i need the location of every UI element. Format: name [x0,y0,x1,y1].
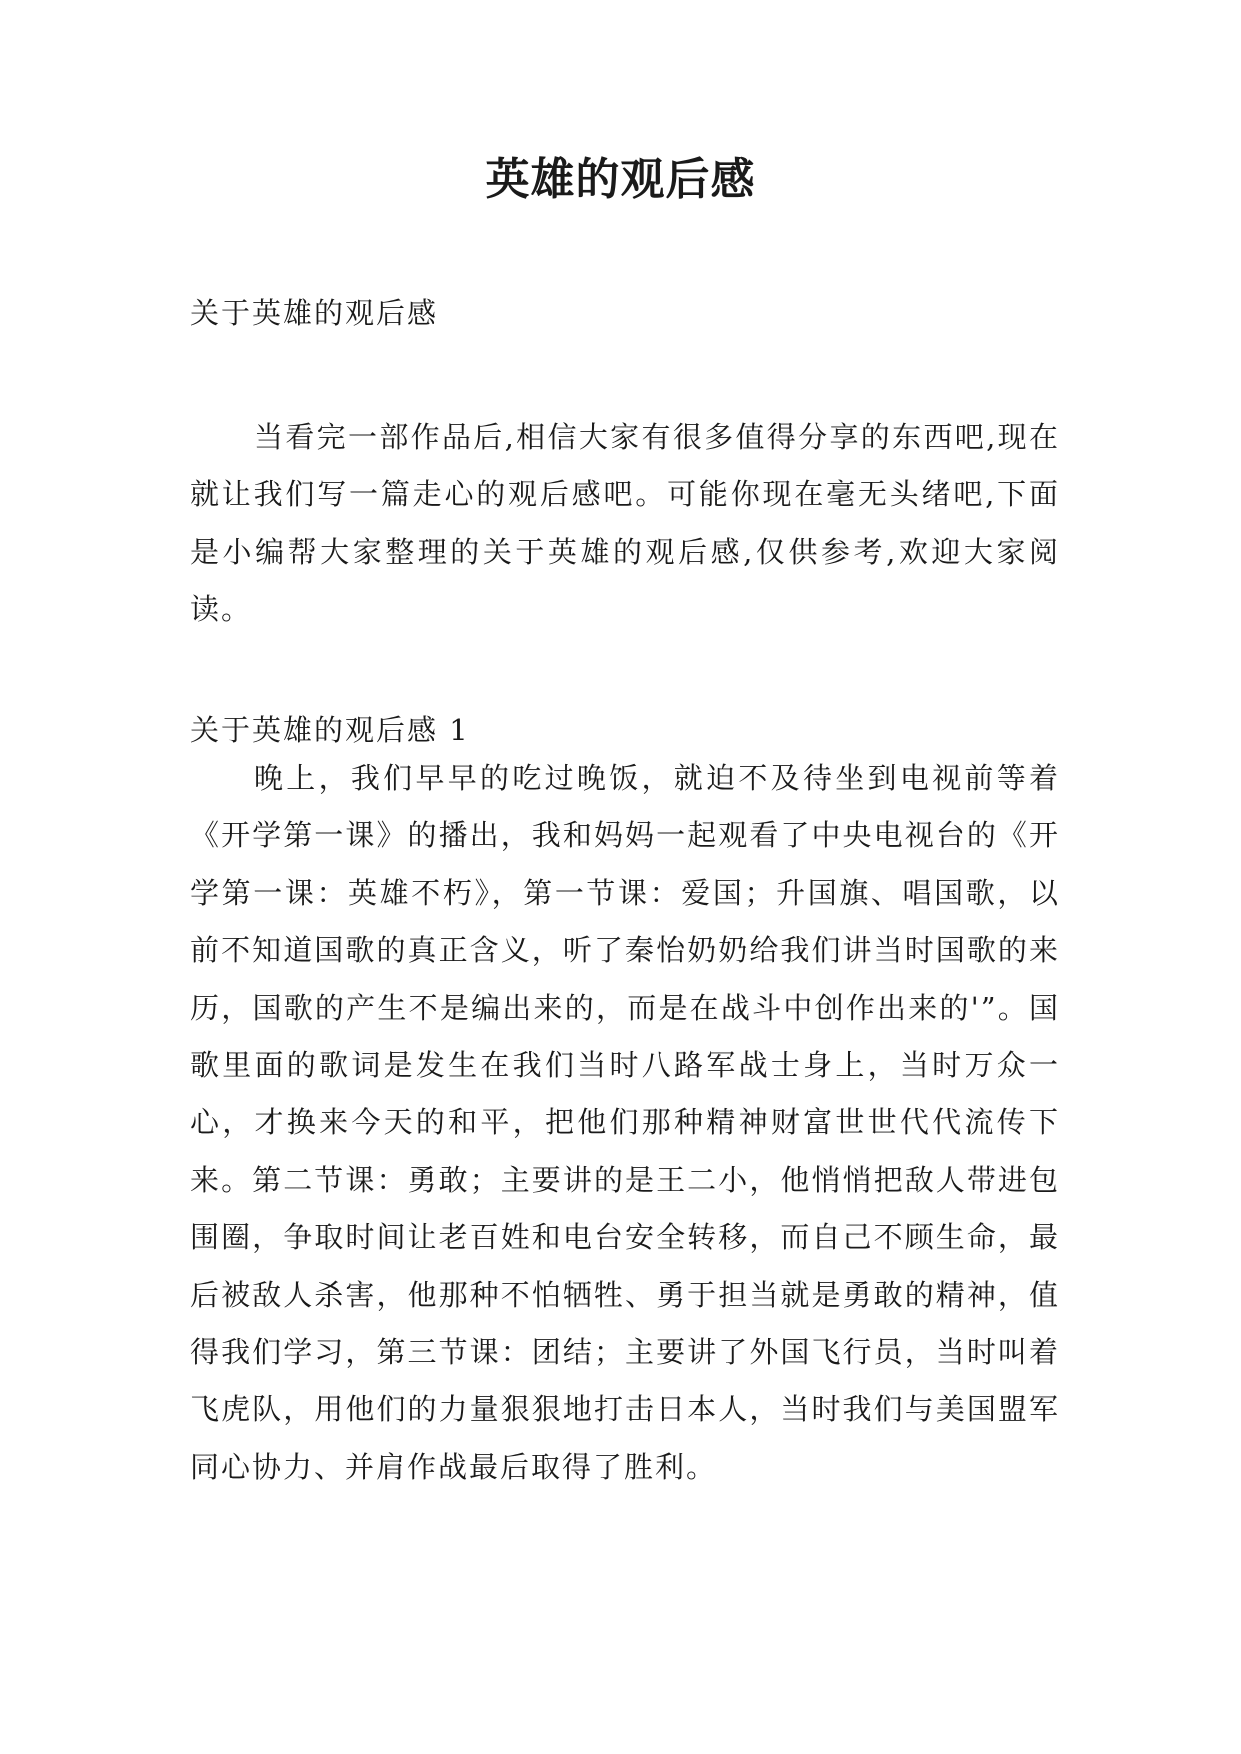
document-subtitle: 关于英雄的观后感 [190,296,439,330]
section-paragraph-1: 晚上，我们早早的吃过晚饭，就迫不及待坐到电视前等着《开学第一课》的播出，我和妈妈一起观看了中央电视台的《开学第一课：英雄不朽》，第一节课：爱国；升国旗、唱国歌，以前不知道国歌的真正含义，听了秦怡奶奶给我们讲当时国歌的来历，国歌的产生不是编出来的，而是在战斗中创作出来的'”。国歌里面的歌词是发生在我们当时八路军战士身上，当时万众一心，才换来今天的和平，把他们那种精神财富世世代代流传下来。第二节课：勇敢；主要讲的是王二小，他悄悄把敌人带进包围圈，争取时间让老百姓和电台安全转移，而自己不顾生命，最后被敌人杀害，他那种不怕牺牲、勇于担当就是勇敢的精神，值得我们学习，第三节课：团结；主要讲了外国飞行员，当时叫着飞虎队，用他们的力量狠狠地打击日本人，当时我们与美国盟军同心协力、并肩作战最后取得了胜利。 [190,761,1060,1484]
document-title: 英雄的观后感 [485,154,756,205]
section-heading-1: 关于英雄的观后感 1 [190,713,470,747]
intro-paragraph: 当看完一部作品后,相信大家有很多值得分享的东西吧,现在就让我们写一篇走心的观后感吧。可能你现在毫无头绪吧,下面是小编帮大家整理的关于英雄的观后感,仅供参考,欢迎大家阅读。 [190,420,1060,627]
